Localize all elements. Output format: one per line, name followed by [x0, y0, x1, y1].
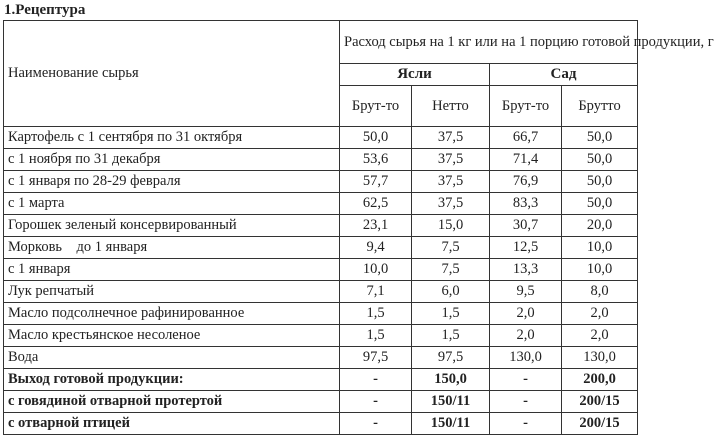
table-row [4, 259, 638, 281]
ingredient-name: Морковь до 1 января [4, 237, 340, 259]
value-cell: 8,0 [562, 281, 638, 303]
value-cell: 130,0 [562, 347, 638, 369]
value-cell: 71,4 [490, 149, 562, 171]
value-cell: 200/15 [562, 413, 638, 435]
ingredient-name: Масло подсолнечное рафинированное [4, 303, 340, 325]
table-row [4, 347, 638, 369]
value-cell: - [490, 369, 562, 391]
value-cell: 150,0 [412, 369, 490, 391]
header-row [4, 21, 638, 64]
value-cell: 50,0 [562, 171, 638, 193]
table-row [4, 215, 638, 237]
value-cell: - [340, 413, 412, 435]
value-cell: 200,0 [562, 369, 638, 391]
subheader-brutto: Брутто [562, 86, 638, 127]
yield-row [4, 413, 638, 435]
value-cell: 2,0 [562, 325, 638, 347]
column-header-name: Наименование сырья [4, 21, 340, 127]
value-cell: 83,3 [490, 193, 562, 215]
ingredient-name: с 1 марта [4, 193, 340, 215]
recipe-table [3, 20, 714, 435]
value-cell: 50,0 [562, 193, 638, 215]
value-cell: 1,5 [412, 303, 490, 325]
table-row [4, 193, 638, 215]
value-cell: 37,5 [412, 193, 490, 215]
value-cell: 200/15 [562, 391, 638, 413]
ingredient-name: с 1 января [4, 259, 340, 281]
value-cell: 23,1 [340, 215, 412, 237]
value-cell: 10,0 [340, 259, 412, 281]
value-cell: 1,5 [340, 303, 412, 325]
subheader-brutto: Брут-то [340, 86, 412, 127]
group-header-kindergarten: Сад [490, 64, 638, 86]
ingredient-name: с говядиной отварной протертой [4, 391, 340, 413]
table-row [4, 237, 638, 259]
value-cell: 20,0 [562, 215, 638, 237]
value-cell: 15,0 [412, 215, 490, 237]
value-cell: 50,0 [340, 127, 412, 149]
value-cell: 9,4 [340, 237, 412, 259]
table-row [4, 149, 638, 171]
subheader-brutto: Брут-то [490, 86, 562, 127]
value-cell: 30,7 [490, 215, 562, 237]
value-cell: 53,6 [340, 149, 412, 171]
value-cell: 50,0 [562, 149, 638, 171]
table-row [4, 281, 638, 303]
column-header-consumption: Расход сырья на 1 кг или на 1 порцию готовой продукции, г [340, 21, 638, 64]
value-cell: 1,5 [412, 325, 490, 347]
recipe-heading: 1.Рецептура [4, 2, 86, 18]
value-cell: 2,0 [490, 325, 562, 347]
value-cell: 13,3 [490, 259, 562, 281]
value-cell: - [340, 369, 412, 391]
value-cell: 37,5 [412, 127, 490, 149]
value-cell: 7,5 [412, 259, 490, 281]
value-cell: - [340, 391, 412, 413]
value-cell: 37,5 [412, 171, 490, 193]
ingredient-name: Горошек зеленый консервированный [4, 215, 340, 237]
value-cell: 2,0 [490, 303, 562, 325]
value-cell: 66,7 [490, 127, 562, 149]
value-cell: 37,5 [412, 149, 490, 171]
value-cell: 1,5 [340, 325, 412, 347]
value-cell: 97,5 [412, 347, 490, 369]
value-cell: 9,5 [490, 281, 562, 303]
value-cell: 150/11 [412, 413, 490, 435]
yield-row [4, 391, 638, 413]
ingredient-name: с 1 января по 28-29 февраля [4, 171, 340, 193]
ingredient-name: Масло крестьянское несоленое [4, 325, 340, 347]
value-cell: 7,5 [412, 237, 490, 259]
value-cell: 7,1 [340, 281, 412, 303]
ingredient-name: Вода [4, 347, 340, 369]
yield-row [4, 369, 638, 391]
ingredient-name: с отварной птицей [4, 413, 340, 435]
value-cell: 10,0 [562, 237, 638, 259]
value-cell: 97,5 [340, 347, 412, 369]
value-cell: 130,0 [490, 347, 562, 369]
value-cell: - [490, 413, 562, 435]
value-cell: 10,0 [562, 259, 638, 281]
subheader-netto: Нетто [412, 86, 490, 127]
value-cell: 6,0 [412, 281, 490, 303]
value-cell: 12,5 [490, 237, 562, 259]
value-cell: 50,0 [562, 127, 638, 149]
ingredient-name: Лук репчатый [4, 281, 340, 303]
value-cell: - [490, 391, 562, 413]
table-row [4, 303, 638, 325]
group-header-nursery: Ясли [340, 64, 490, 86]
value-cell: 76,9 [490, 171, 562, 193]
table-row [4, 171, 638, 193]
value-cell: 57,7 [340, 171, 412, 193]
ingredient-name: с 1 ноября по 31 декабря [4, 149, 340, 171]
value-cell: 62,5 [340, 193, 412, 215]
table-row [4, 127, 638, 149]
ingredient-name: Картофель с 1 сентября по 31 октября [4, 127, 340, 149]
value-cell: 2,0 [562, 303, 638, 325]
ingredient-name: Выход готовой продукции: [4, 369, 340, 391]
table-row [4, 325, 638, 347]
value-cell: 150/11 [412, 391, 490, 413]
